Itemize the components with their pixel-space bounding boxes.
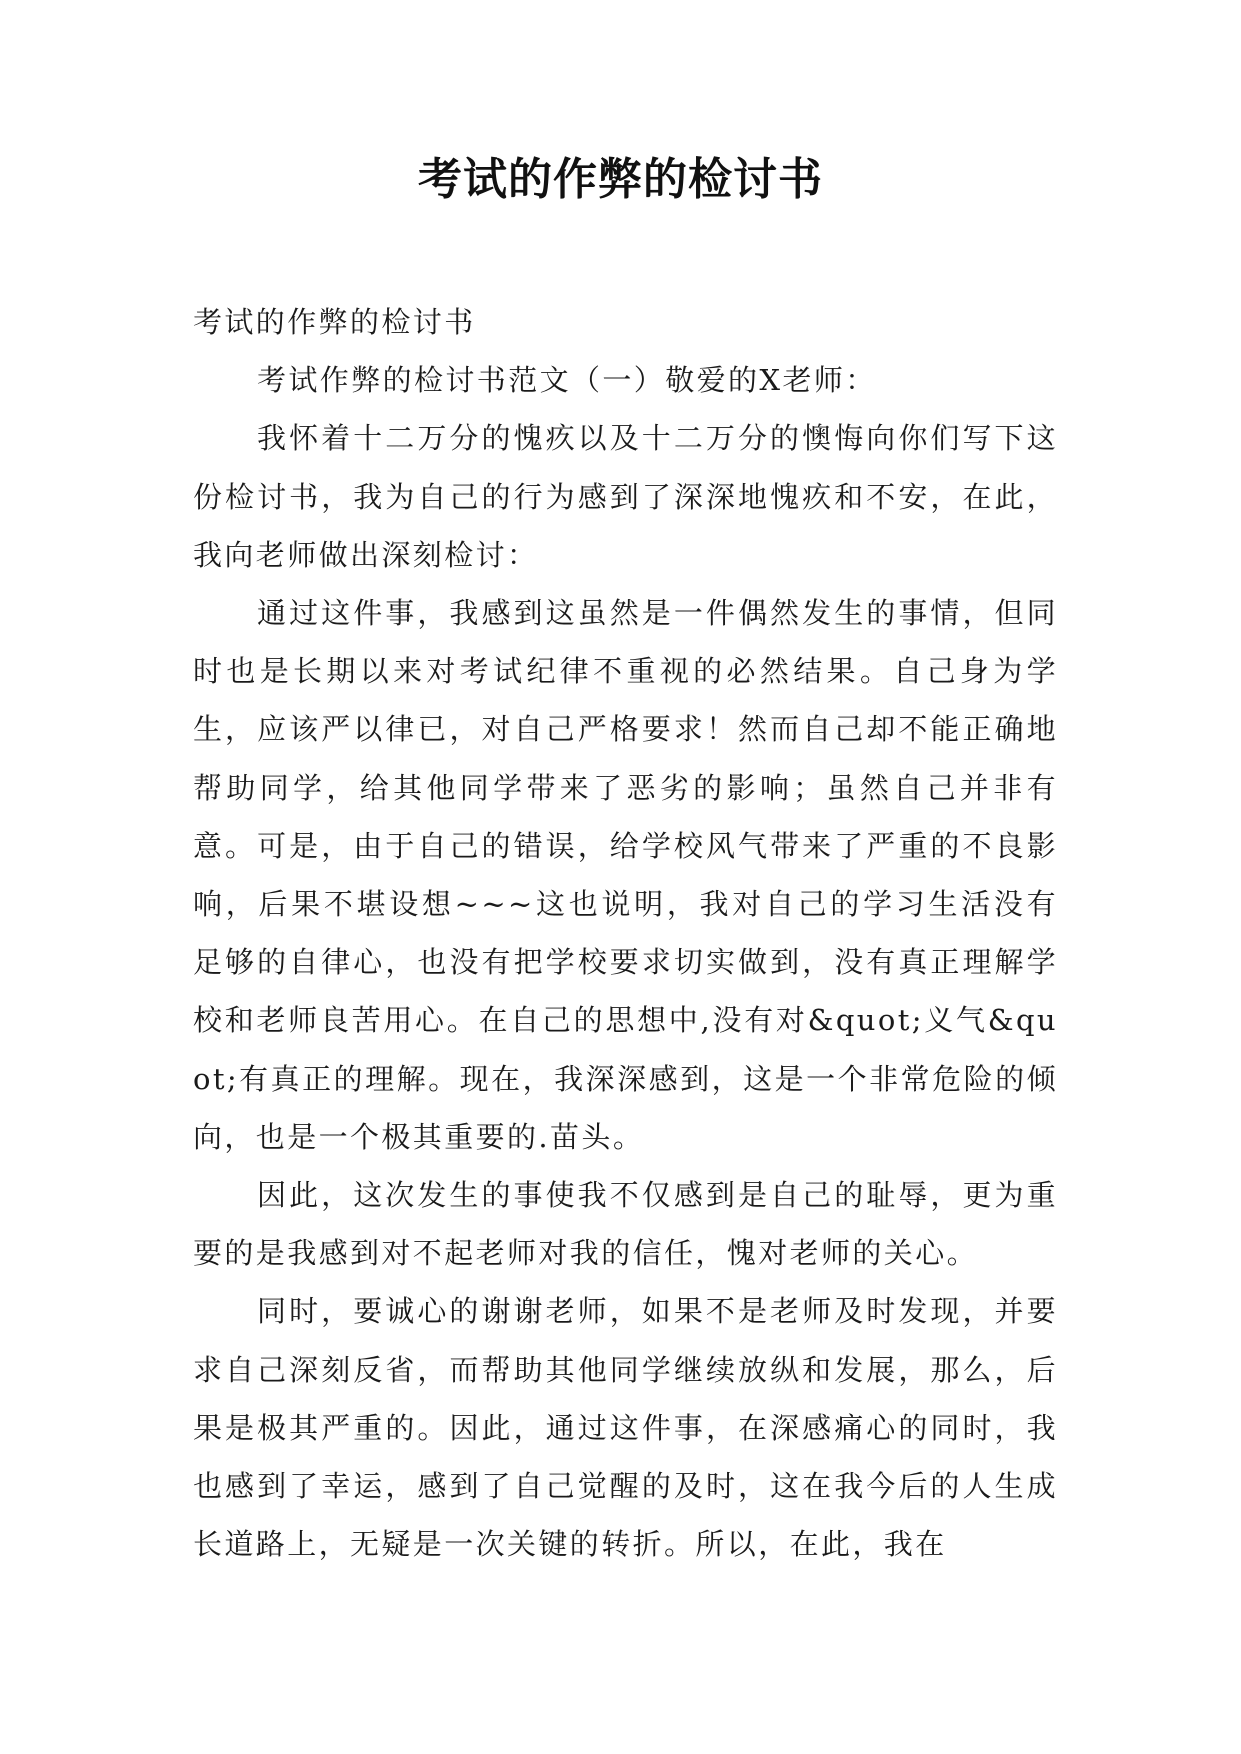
document-title: 考试的作弊的检讨书: [418, 154, 823, 205]
body-paragraph: 因此，这次发生的事使我不仅感到是自己的耻辱，更为重要的是我感到对不起老师对我的信任，愧对老师的关心。: [193, 1178, 1058, 1271]
body-paragraph: 同时，要诚心的谢谢老师，如果不是老师及时发现，并要求自己深刻反省，而帮助其他同学继续放纵和发展，那么，后果是极其严重的。因此，通过这件事，在深感痛心的同时，我也感到了幸运，感到了自己觉醒的及时，这在我今后的人生成长道路上，无疑是一次关键的转折。所以，在此，我在: [193, 1294, 1058, 1562]
body-paragraph: 通过这件事，我感到这虽然是一件偶然发生的事情，但同时也是长期以来对考试纪律不重视的必然结果。自己身为学生，应该严以律已，对自己严格要求！然而自己却不能正确地帮助同学，给其他同学带来了恶劣的影响；虽然自己并非有意。可是，由于自己的错误，给学校风气带来了严重的不良影响，后果不堪设想~~~这也说明，我对自己的学习生活没有足够的自律心，也没有把学校要求切实做到，没有真正理解学校和老师良苦用心。在自己的思想中,没有对&quot;义气&quot;有真正的理解。现在，我深深感到，这是一个非常危险的倾向，也是一个极其重要的.苗头。: [193, 596, 1058, 1154]
body-paragraph: 我怀着十二万分的愧疚以及十二万分的懊悔向你们写下这份检讨书，我为自己的行为感到了深深地愧疚和不安，在此，我向老师做出深刻检讨：: [193, 421, 1058, 572]
salutation-paragraph: 考试作弊的检讨书范文（一）敬爱的X老师：: [257, 363, 877, 398]
document-subtitle: 考试的作弊的检讨书: [193, 305, 476, 339]
document-body: [193, 293, 1058, 1573]
